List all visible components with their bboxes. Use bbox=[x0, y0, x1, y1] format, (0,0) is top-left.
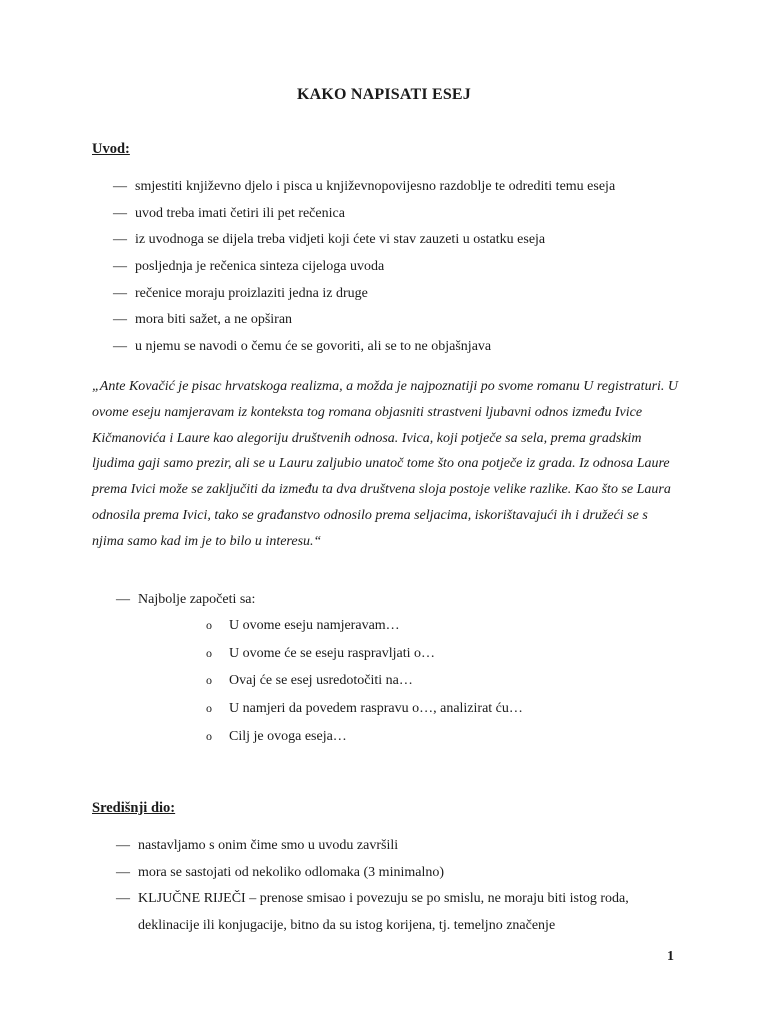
list-item bbox=[113, 201, 713, 228]
phrase-text: U ovome eseju namjeravam… bbox=[229, 618, 400, 633]
phrase-text: Ovaj će se esej usredotočiti na… bbox=[229, 673, 413, 689]
intro-list bbox=[113, 174, 713, 361]
dash-marker: — bbox=[113, 232, 127, 248]
document-title: KAKO NAPISATI ESEJ bbox=[296, 86, 471, 103]
list-item-text: nastavljamo s onim čime smo u uvodu završili bbox=[138, 838, 399, 853]
dash-marker: — bbox=[113, 339, 127, 355]
list-item bbox=[116, 860, 676, 887]
intro-heading: Uvod: bbox=[92, 141, 130, 157]
bullet-marker: o bbox=[206, 645, 212, 660]
start-tip-list bbox=[116, 587, 616, 614]
example-quote: „Ante Kovačić je pisac hrvatskoga realizma, a možda je najpoznatiji po svome romanu U registraturi. U ovome eseju namjeravam iz konteksta tog romana objasniti strastveni ljubavni odnos između Ivice Kičmanovića i Laure kao alegoriju društvenih odnosa. Ivica, koji potječe sa sela, prema gradskim ljudima gaji samo prezir, ali se u Lauru zaljubio unatoč tome što ona potječe iz grada. Iz odnosa Laure prema Ivici može se zaključiti da između ta dva društvena sloja postoje velike razlike. Kao što se Laura odnosila prema Ivici, tako se građanstvo odnosilo prema seljacima, iskorištavajući ih i družeći se s njima samo kad im je to bilo u interesu.“ bbox=[92, 379, 679, 549]
dash-marker: — bbox=[116, 891, 130, 907]
list-item-text: iz uvodnoga se dijela treba vidjeti koji ćete vi stav zauzeti u ostatku eseja bbox=[135, 232, 546, 248]
phrase-text: U ovome će se eseju raspravljati o… bbox=[229, 645, 436, 661]
bullet-marker: o bbox=[206, 618, 212, 632]
page-number: 1 bbox=[667, 949, 674, 964]
body-section-heading: Središnji dio: bbox=[92, 800, 176, 816]
start-tip-text: Najbolje započeti sa: bbox=[138, 592, 256, 607]
list-item-text: smjestiti književno djelo i pisca u književnopovijesno razdoblje te odrediti temu eseja bbox=[135, 179, 616, 194]
dash-marker: — bbox=[113, 179, 127, 194]
list-item bbox=[113, 334, 713, 361]
list-item bbox=[116, 587, 616, 614]
list-item-text: u njemu se navodi o čemu će se govoriti, ali se to ne objašnjava bbox=[135, 339, 492, 355]
dash-marker: — bbox=[113, 205, 127, 221]
dash-marker: — bbox=[113, 312, 127, 328]
list-item bbox=[113, 227, 713, 254]
dash-marker: — bbox=[113, 259, 127, 275]
list-item bbox=[113, 254, 713, 281]
list-item bbox=[116, 886, 676, 940]
list-item bbox=[113, 174, 713, 201]
dash-marker: — bbox=[113, 285, 127, 301]
dash-marker: — bbox=[116, 838, 130, 853]
list-item-text: mora biti sažet, a ne opširan bbox=[135, 312, 293, 328]
dash-marker: — bbox=[116, 592, 130, 607]
list-item-text: rečenice moraju proizlaziti jedna iz druge bbox=[135, 285, 368, 301]
phrase-text: Cilj je ovoga eseja… bbox=[229, 728, 347, 744]
list-item-text: posljednja je rečenica sinteza cijeloga uvoda bbox=[135, 259, 385, 275]
body-section-list bbox=[116, 833, 676, 940]
bullet-marker: o bbox=[206, 701, 212, 716]
dash-marker: — bbox=[116, 864, 130, 880]
list-item bbox=[113, 281, 713, 308]
list-item-text: mora se sastojati od nekoliko odlomaka (3 minimalno) bbox=[138, 864, 444, 880]
list-item-text: KLJUČNE RIJEČI – prenose smisao i povezuju se po smislu, ne moraju biti istog roda, deklinacije ili konjugacije, bitno da su istog korijena, tj. temeljno značenje bbox=[138, 891, 629, 934]
bullet-marker: o bbox=[206, 673, 212, 688]
phrase-text: U namjeri da povedem raspravu o…, analizirat ću… bbox=[229, 701, 523, 717]
list-item bbox=[116, 833, 676, 860]
list-item bbox=[113, 307, 713, 334]
bullet-marker: o bbox=[206, 728, 212, 743]
list-item-text: uvod treba imati četiri ili pet rečenica bbox=[135, 205, 345, 221]
